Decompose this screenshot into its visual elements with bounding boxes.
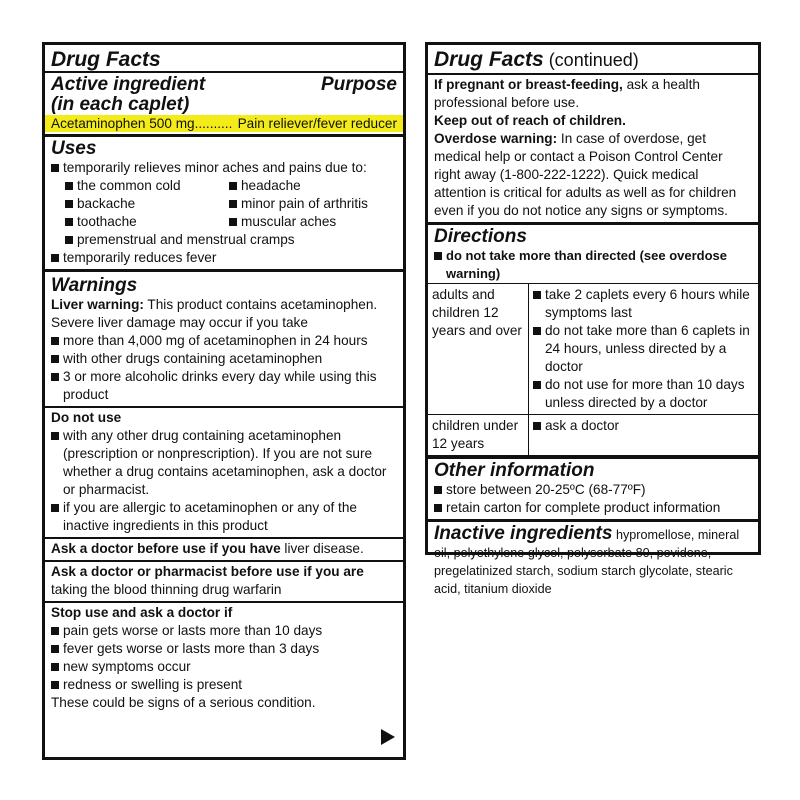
list-item: fever gets worse or lasts more than 3 days xyxy=(51,640,397,658)
directions-note: do not take more than directed (see overdose warning) xyxy=(434,247,752,283)
table-cell-instructions xyxy=(529,415,759,456)
list-item: with other drugs containing acetaminophen xyxy=(51,350,397,368)
list-item: temporarily reduces fever xyxy=(51,249,397,267)
ask-pharmacist-text: taking the blood thinning drug warfarin xyxy=(51,582,282,597)
drug-facts-continued-title xyxy=(434,49,752,71)
pregnant-label: If pregnant or breast-feeding, xyxy=(434,77,623,92)
list-item: backache xyxy=(65,195,229,213)
general-warnings-section xyxy=(428,73,758,222)
list-item: premenstrual and menstrual cramps xyxy=(65,231,397,249)
list-item: muscular aches xyxy=(229,213,397,231)
ingredient-purpose: Pain reliever/fever reducer xyxy=(237,116,397,131)
table-cell-who: adults and children 12 years and over xyxy=(428,284,529,415)
active-ingredient-row xyxy=(45,115,403,132)
list-item: 3 or more alcoholic drinks every day while using this product xyxy=(51,368,397,404)
continue-arrow-icon xyxy=(381,729,395,745)
directions-section xyxy=(428,222,758,283)
ask-doctor-label: Ask a doctor before use if you have xyxy=(51,541,281,556)
list-item: new symptoms occur xyxy=(51,658,397,676)
list-item: redness or swelling is present xyxy=(51,676,397,694)
list-item: ask a doctor xyxy=(533,417,754,435)
do-not-use-heading: Do not use xyxy=(51,410,122,425)
list-item: toothache xyxy=(65,213,229,231)
directions-heading: Directions xyxy=(434,226,527,247)
table-row xyxy=(428,415,758,456)
overdose-text: In case of overdose, get medical help or contact a Poison Control Center right away (1-800-222-1222). Quick medical attention is critical for adults as well as for children even if you do not notice any signs or symptoms. xyxy=(434,131,737,218)
table-row xyxy=(428,284,758,415)
list-item: more than 4,000 mg of acetaminophen in 24 hours xyxy=(51,332,397,350)
keep-out-of-reach: Keep out of reach of children. xyxy=(434,113,626,128)
list-item: headache xyxy=(229,177,397,195)
other-information-section xyxy=(428,456,758,519)
do-not-use-section xyxy=(45,406,403,537)
drug-facts-title: Drug Facts xyxy=(51,48,161,71)
inactive-ingredients-section xyxy=(428,519,758,600)
closing-note: These could be signs of a serious condition. xyxy=(51,695,316,710)
uses-intro: temporarily relieves minor aches and pains due to: xyxy=(51,159,397,177)
ask-doctor-section xyxy=(45,537,403,560)
warnings-heading: Warnings xyxy=(51,275,138,296)
other-information-heading: Other information xyxy=(434,460,595,481)
list-item: retain carton for complete product information xyxy=(434,499,752,517)
drug-facts-panel-right xyxy=(425,42,761,596)
drug-facts-title-right: Drug Facts xyxy=(434,48,544,71)
liver-warning-label: Liver warning: xyxy=(51,297,144,312)
list-item: do not use for more than 10 days unless directed by a doctor xyxy=(533,376,754,412)
list-item: take 2 caplets every 6 hours while symptoms last xyxy=(533,286,754,322)
liver-warning-text: This product contains acetaminophen. Severe liver damage may occur if you take xyxy=(51,297,378,330)
table-cell-who: children under 12 years xyxy=(428,415,529,456)
uses-grid xyxy=(51,177,397,231)
liver-warning xyxy=(51,296,397,332)
overdose-label: Overdose warning: xyxy=(434,131,558,146)
ask-pharmacist-section xyxy=(45,560,403,601)
purpose-heading: Purpose xyxy=(320,74,397,95)
ask-doctor-text: liver disease. xyxy=(280,541,364,556)
list-item: if you are allergic to acetaminophen or any of the inactive ingredients in this product xyxy=(51,499,397,535)
list-item: do not take more than 6 caplets in 24 hours, unless directed by a doctor xyxy=(533,322,754,376)
active-ingredient-heading-line1: Active ingredient xyxy=(51,74,206,95)
directions-table xyxy=(428,283,758,456)
list-item: the common cold xyxy=(65,177,229,195)
list-item: minor pain of arthritis xyxy=(229,195,397,213)
pregnant-text: ask a health professional before use. xyxy=(434,77,700,110)
list-item: pain gets worse or lasts more than 10 days xyxy=(51,622,397,640)
uses-heading: Uses xyxy=(51,138,97,159)
inactive-ingredients-text: hypromellose, mineral oil, polyethylene glycol, polysorbate 80, povidone, pregelatinized starch, sodium starch glycolate, stearic acid, titanium dioxide xyxy=(434,528,740,596)
drug-facts-panel-left xyxy=(42,42,406,760)
continued-label: (continued) xyxy=(543,50,639,70)
uses-section xyxy=(45,134,403,269)
list-item: store between 20-25ºC (68-77ºF) xyxy=(434,481,752,499)
table-cell-instructions xyxy=(529,284,759,415)
inactive-ingredients-heading: Inactive ingredients xyxy=(434,523,613,544)
active-ingredient-heading xyxy=(51,75,205,115)
active-ingredient-heading-line2: (in each caplet) xyxy=(51,94,190,115)
warnings-section xyxy=(45,269,403,406)
ingredient-name: Acetaminophen 500 mg.......... xyxy=(51,116,233,131)
list-item: with any other drug containing acetaminophen (prescription or nonprescription). If you are not sure whether a drug contains acetaminophen, ask a doctor or pharmacist. xyxy=(51,427,397,499)
ask-pharmacist-label: Ask a doctor or pharmacist before use if you are xyxy=(51,564,364,579)
stop-use-section xyxy=(45,601,403,714)
stop-use-heading: Stop use and ask a doctor if xyxy=(51,605,233,620)
